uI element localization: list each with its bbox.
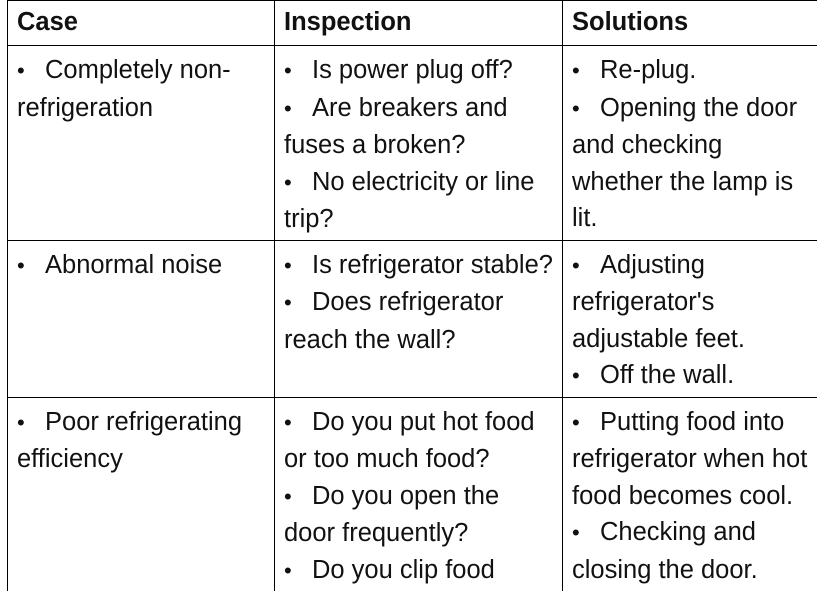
list-item: [284, 164, 553, 238]
bullet-icon: •: [284, 290, 292, 315]
bullet-icon: •: [572, 520, 580, 545]
bullet-icon: •: [572, 252, 580, 278]
case-cell: [8, 46, 275, 241]
bullet-icon: •: [284, 409, 292, 435]
bullet-icon: •: [17, 409, 25, 435]
case-cell: [8, 240, 275, 397]
solution-text: Off the wall.: [600, 361, 735, 389]
inspection-cell: [275, 46, 563, 241]
list-item: [284, 478, 553, 552]
solutions-cell: [563, 397, 818, 591]
list-item: [572, 247, 808, 358]
list-item: [284, 284, 553, 358]
list-item: [572, 90, 808, 237]
bullet-icon: •: [284, 483, 292, 509]
header-inspection: Inspection: [275, 1, 563, 46]
case-text: Poor refrigerating efficiency: [17, 407, 243, 473]
bullet-icon: •: [572, 95, 580, 121]
bullet-icon: •: [572, 363, 580, 388]
inspection-text: Do you put hot food or too much food?: [284, 407, 535, 473]
inspection-text: Is power plug off?: [312, 56, 513, 84]
table-row: [8, 240, 818, 397]
solution-text: Checking and closing the door.: [572, 518, 758, 584]
list-item: [17, 247, 265, 285]
list-item: [284, 247, 553, 285]
list-item: [572, 404, 808, 515]
bullet-icon: •: [17, 58, 25, 83]
bullet-icon: •: [284, 95, 292, 121]
case-text: Completely non-refrigeration: [17, 56, 231, 122]
list-item: [17, 404, 265, 478]
bullet-icon: •: [284, 252, 292, 278]
solution-text: Putting food into refrigerator when hot food becomes cool.: [572, 407, 808, 510]
inspection-cell: [275, 397, 563, 591]
table-row: [8, 46, 818, 241]
list-item: [17, 52, 265, 126]
header-solutions: Solutions: [563, 1, 818, 46]
list-item: [572, 52, 808, 90]
inspection-text: Is refrigerator stable?: [312, 250, 553, 279]
list-item: [284, 90, 553, 164]
bullet-icon: •: [17, 252, 25, 278]
solutions-cell: [563, 240, 818, 397]
troubleshooting-table: [7, 0, 817, 591]
inspection-text: No electricity or line trip?: [284, 167, 535, 233]
bullet-icon: •: [572, 409, 580, 435]
bullet-icon: •: [572, 58, 580, 83]
header-case: Case: [8, 1, 275, 46]
bullet-icon: •: [284, 58, 292, 83]
list-item: [572, 357, 808, 395]
table-row: [8, 397, 818, 591]
case-cell: [8, 397, 275, 591]
inspection-text: Does refrigerator reach the wall?: [284, 288, 504, 354]
inspection-text: Are breakers and fuses a broken?: [284, 93, 508, 159]
inspection-cell: [275, 240, 563, 397]
case-text: Abnormal noise: [45, 250, 223, 279]
bullet-icon: •: [284, 169, 292, 195]
list-item: [284, 52, 553, 90]
list-item: [284, 552, 553, 590]
troubleshooting-table-container: [7, 0, 817, 601]
solution-text: Opening the door and checking whether the lamp is lit.: [572, 93, 798, 232]
header-row: [8, 1, 818, 46]
list-item: [572, 514, 808, 588]
list-item: [284, 404, 553, 478]
solutions-cell: [563, 46, 818, 241]
inspection-text: Do you open the door frequently?: [284, 481, 500, 547]
inspection-text: Do you clip food: [312, 555, 495, 584]
solution-text: Re-plug.: [600, 56, 697, 84]
solution-text: Adjusting refrigerator's adjustable feet.: [572, 250, 745, 353]
bullet-icon: •: [284, 557, 292, 583]
